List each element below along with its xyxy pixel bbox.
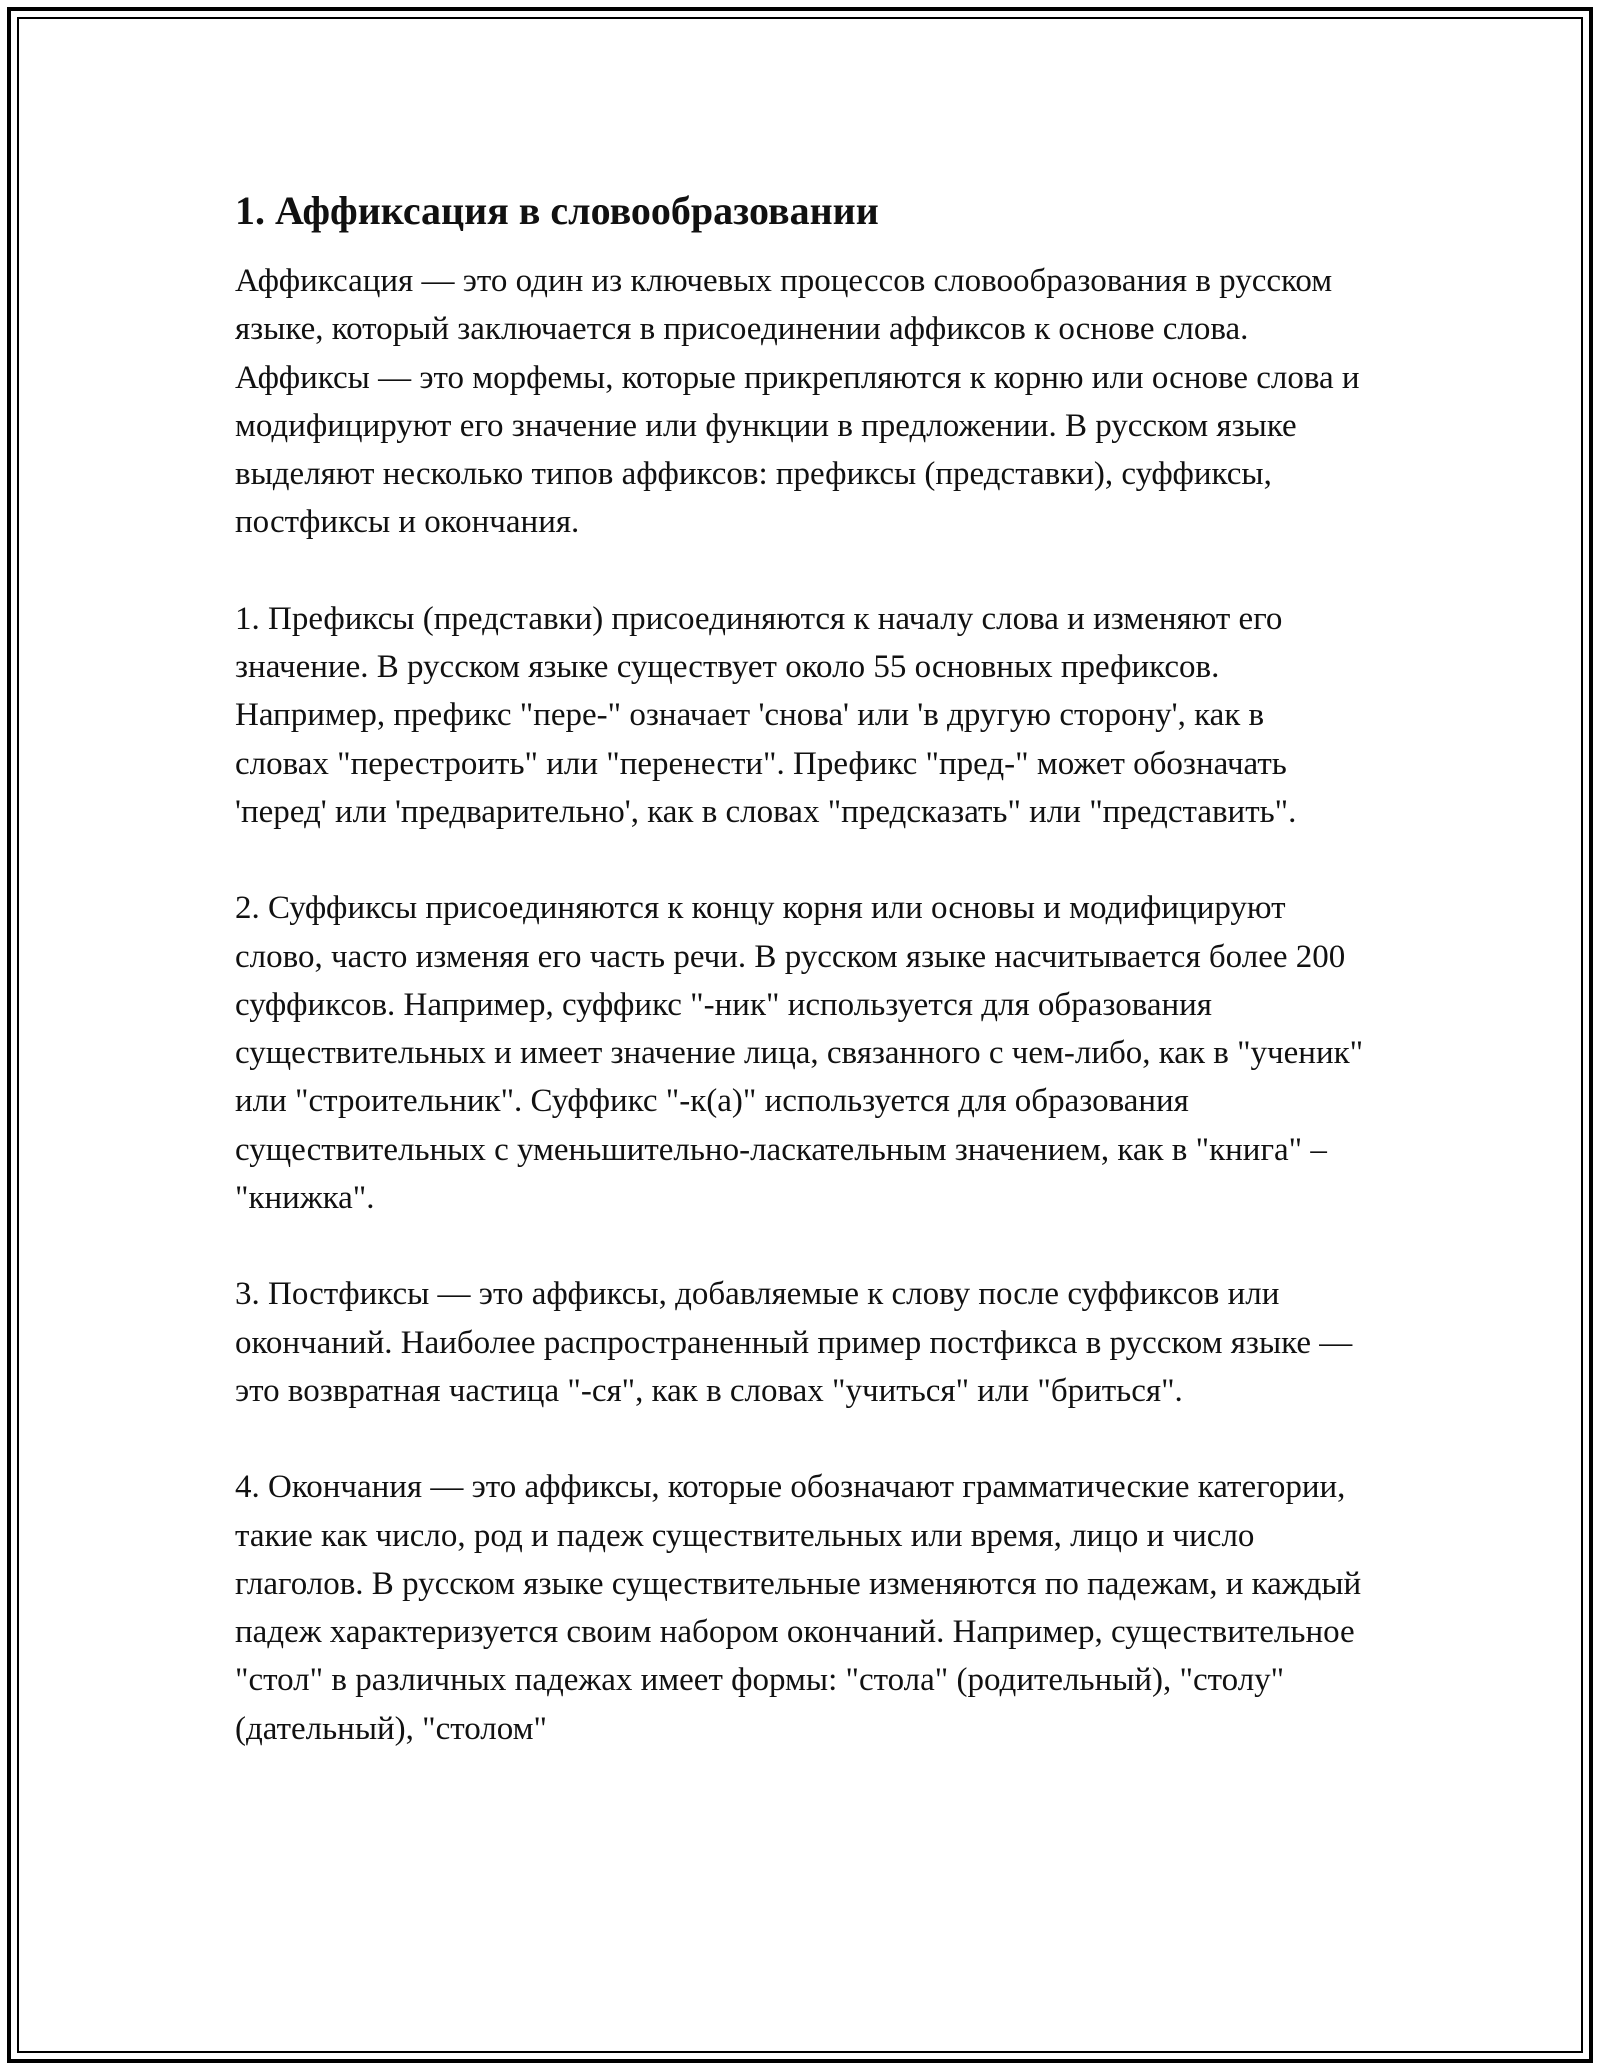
prefixes-paragraph: 1. Префиксы (представки) присоединяются к началу слова и изменяют его значение. В русском языке существует около 55 основных префиксов. Например, префикс "пере-" означает 'снова' или 'в другую сторону', как в словах "перестроить" или "перенести". Префикс "пред-" может обозначать 'перед' или 'предварительно', как в словах "предсказать" или "представить". [235, 600, 1297, 830]
intro-paragraph: Аффиксация — это один из ключевых процессов словообразования в русском языке, который заключается в присоединении аффиксов к основе слова. Аффиксы — это морфемы, которые прикрепляются к корню или основе слова и модифицируют его значение или функции в предложении. В русском языке выделяют несколько типов аффиксов: префиксы (представки), суффиксы, постфиксы и окончания. [235, 263, 1360, 541]
postfixes-paragraph: 3. Постфиксы — это аффиксы, добавляемые к слову после суффиксов или окончаний. Наиболее распространенный пример постфикса в русском языке — это возвратная частица "-ся", как в словах "учиться" или "бриться". [235, 1276, 1353, 1409]
suffixes-paragraph: 2. Суффиксы присоединяются к концу корня или основы и модифицируют слово, часто изменяя его часть речи. В русском языке насчитывается более 200 суффиксов. Например, суффикс "-ник" используется для образования существительных и имеет значение лица, связанного с чем-либо, как в "ученик" или "строительник". Суффикс "-к(а)" используется для образования существительных с уменьшительно-ласкательным значением, как в "книга" – "книжка". [235, 890, 1364, 1217]
endings-paragraph: 4. Окончания — это аффиксы, которые обозначают грамматические категории, такие как число, род и падеж существительных или время, лицо и число глаголов. В русском языке существительные изменяются по падежам, и каждый падеж характеризуется своим набором окончаний. Например, существительное "стол" в различных падежах имеет формы: "стола" (родительный), "столу" (дательный), "столом" [235, 1469, 1362, 1747]
section-heading: 1. Аффиксация в словообразовании [235, 188, 879, 233]
document-body [235, 185, 1365, 1753]
